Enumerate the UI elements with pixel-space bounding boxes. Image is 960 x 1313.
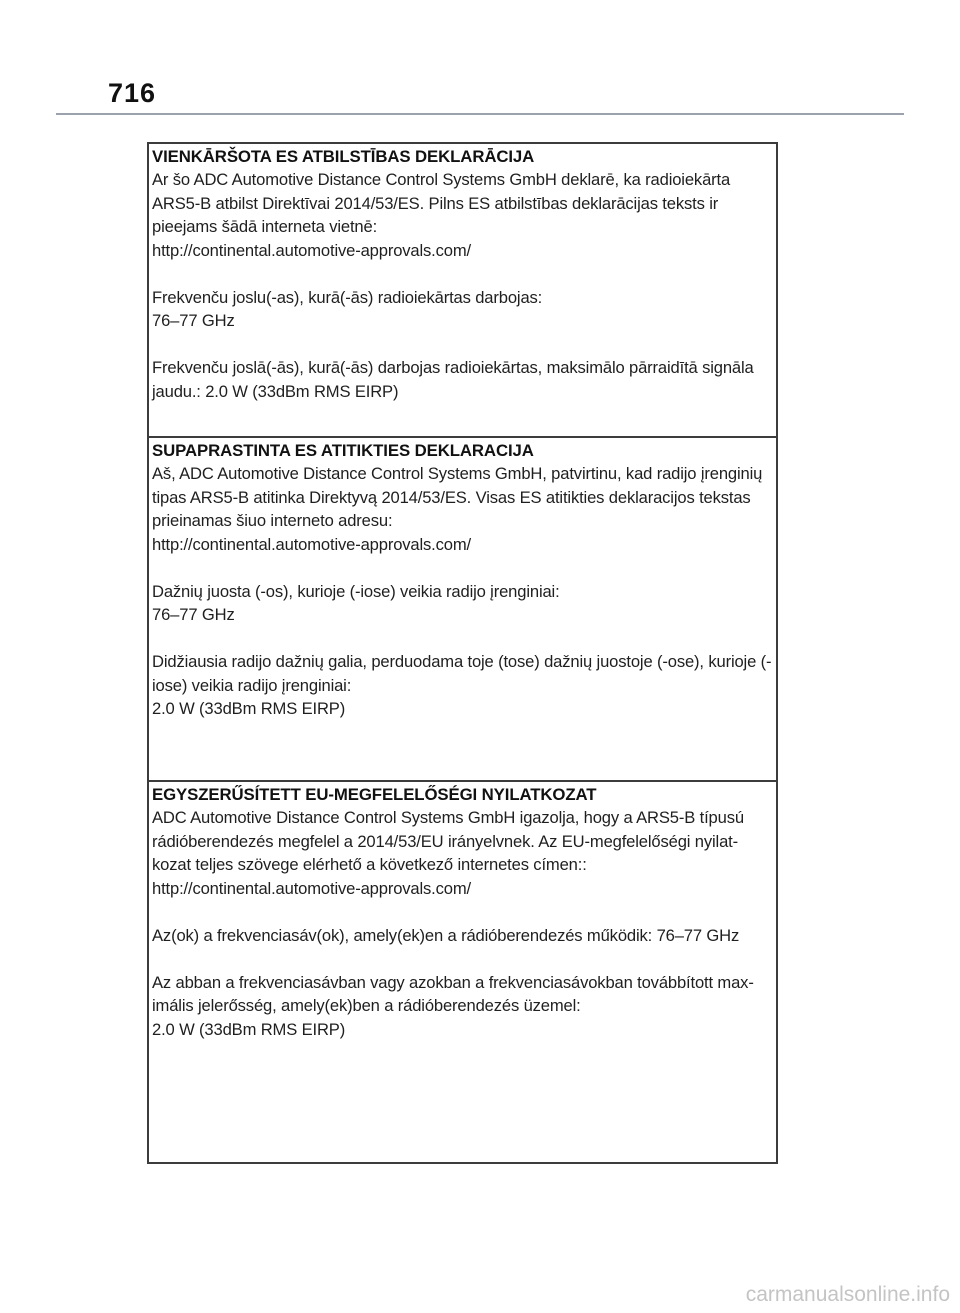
declaration-text: Aš, ADC Automotive Distance Control Systems GmbH, patvirtinu, kad radijo įrenginių tipas ARS5-B atitinka Direktyvą 2014/53/ES. Visas ES atitikties deklaracijos tekstas prieinamas šiuo interneto adresu: [152,464,763,530]
declaration-text: ADC Automotive Distance Control Systems GmbH igazolja, hogy a ARS5-B típusú rádióberendezés megfelel a 2014/53/EU irányelvnek. Az EU-megfelelőségi nyilat-kozat teljes szövege elérhető a következő internetes címen:: [152,808,744,874]
declaration-box [147,142,778,1164]
section-lithuanian [149,436,776,780]
section-title: VIENKĀRŠOTA ES ATBILSTĪBAS DEKLARĀCIJA [152,147,535,166]
page-number: 716 [108,78,157,108]
declaration-text: Ar šo ADC Automotive Distance Control Systems GmbH deklarē, ka radioiekārta ARS5-B atbilst Direktīvai 2014/53/ES. Pilns ES atbilstības deklarācijas teksts ir pieejams šādā interneta vietnē: [152,170,731,236]
approvals-url[interactable]: http://continental.automotive-approvals.com/ [152,240,471,260]
frequency-text: Az(ok) a frekvenciasáv(ok), amely(ek)en a rádióberendezés működik: 76–77 GHz [152,925,740,945]
frequency-label: Frekvenču joslu(-as), kurā(-ās) radioiekārtas darbojas: [152,287,543,307]
watermark: carmanualsonline.info [745,1283,950,1306]
power-text: Didžiausia radijo dažnių galia, perduodama toje (tose) dažnių juostoje (-ose), kurioje (-iose) veikia radijo įrenginiai: [152,652,772,695]
section-hungarian [149,780,776,1162]
frequency-value: 76–77 GHz [152,605,235,624]
header-rule [56,113,904,115]
approvals-url[interactable]: http://continental.automotive-approvals.com/ [152,878,471,898]
approvals-url[interactable]: http://continental.automotive-approvals.com/ [152,534,471,554]
section-title: SUPAPRASTINTA ES ATITIKTIES DEKLARACIJA [152,441,534,460]
frequency-value: 76–77 GHz [152,311,235,330]
power-text: Frekvenču joslā(-ās), kurā(-ās) darbojas radioiekārtas, maksimālo pārraidītā signāla jaudu.: 2.0 W (33dBm RMS EIRP) [152,358,754,401]
power-text: Az abban a frekvenciasávban vagy azokban a frekvenciasávokban továbbított max-imális jelerősség, amely(ek)ben a rádióberendezés üzemel: [152,972,754,1015]
frequency-label: Dažnių juosta (-os), kurioje (-iose) veikia radijo įrenginiai: [152,581,560,601]
power-value: 2.0 W (33dBm RMS EIRP) [152,1019,346,1039]
section-latvian [149,144,776,436]
section-title: EGYSZERŰSÍTETT EU-MEGFELELŐSÉGI NYILATKOZAT [152,785,597,804]
power-value: 2.0 W (33dBm RMS EIRP) [152,699,346,718]
